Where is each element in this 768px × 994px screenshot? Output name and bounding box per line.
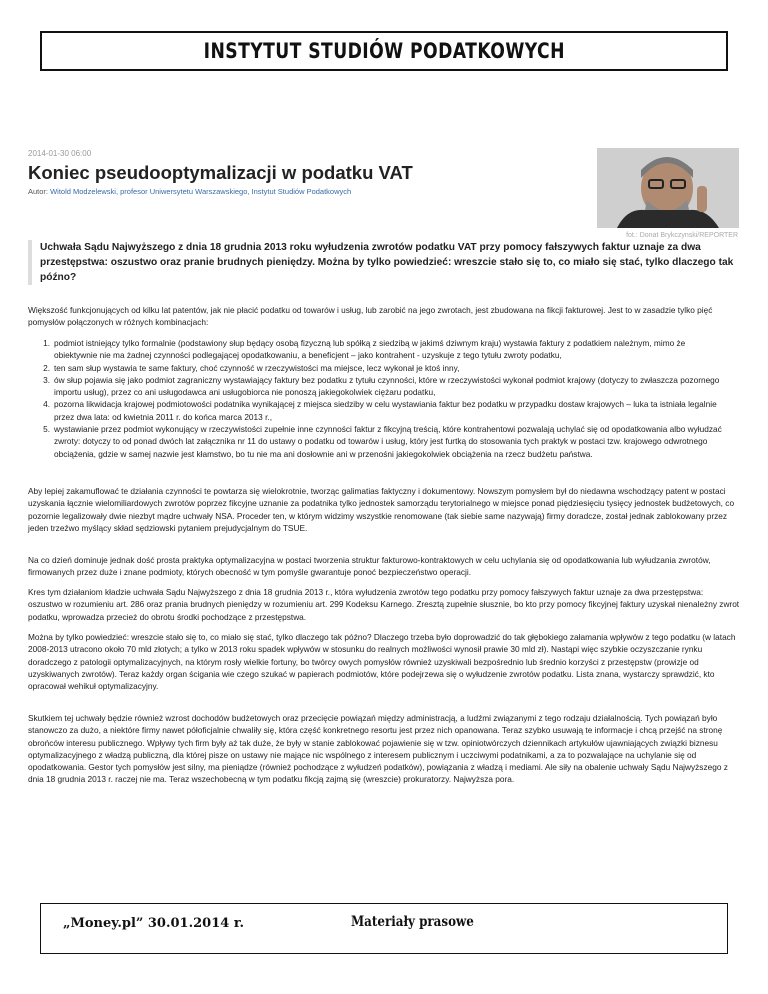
article-title: Koniec pseudooptymalizacji w podatku VAT bbox=[28, 162, 413, 183]
footer-source: „Money.pl” 30.01.2014 r. bbox=[63, 916, 245, 931]
list-item: 2. ten sam słup wystawia te same faktury, choć czynność w rzeczywistości ma miejsce, lecz wykonał je ktoś inny, bbox=[43, 362, 460, 373]
paragraph-2: Aby lepiej zakamuflować te działania czynności te powtarza się wielokrotnie, tworząc galimatias faktyczny i dokumentowy. Nowszym pomysłem był do niedawna wschodzący patent w postaci uzyskania łącznie wielomiliardowych zwrotów poprzez fikcyjne uznanie za podatnika tylko jednostek samorządu terytorialnego w miejsce ponad piędziesięciu tysięcy jednostek budżetowych, co pozornie legalizowały dwie niezbyt mądre uchwały NSA. Proceder ten, w którym widzimy wszystkie renomowane (tak siebie same nazywają) firmy doradcze, został jednak zablokowany przez jeden trzeźwo myślący skład sędziowski pytaniem prejudycjalnym do TSUE. bbox=[28, 486, 735, 533]
article-date: 2014-01-30 06:00 bbox=[28, 149, 92, 158]
list-item: 1. podmiot istniejący tylko formalnie (podstawiony słup będący osobą fizyczną lub spółką z siedzibą w jakimś dziwnym kraju) wystawia faktury z podatkiem należnym, mimo że obiektywnie nie ma żadnej czynności podlegającej opodatkowaniu, a beneficjent – jako kontrahent - uzyskuje z tego tytułu zwroty podatku, bbox=[43, 338, 686, 361]
list-item: 3. ów słup pojawia się jako podmiot zagraniczny wystawiający faktury bez podatku z tytułu czynności, które w rzeczywistości wykonał podmiot krajowy (dotyczy to zwłaszcza pozornego importu usług), przez co ani usługodawca ani usługobiorca nie ponoszą jakiegokolwiek ciężaru podatku, bbox=[43, 374, 720, 398]
author-photo-image bbox=[597, 148, 739, 228]
photo-credit: fot.: Donat Brykczynski/REPORTER bbox=[626, 232, 738, 239]
footer-box bbox=[40, 903, 728, 954]
article-author bbox=[28, 187, 351, 196]
paragraph-6: Skutkiem tej uchwały będzie również wzrost dochodów budżetowych oraz przecięcie powiązań między administracją, a ludźmi związanymi z tego rodzaju działalnością. Tych powiązań było stanowczo za dużo, a niektóre firmy nawet półoficjalnie chwaliły się, która część konkretnego resortu jest przez nich opanowana. Teraz szybko usuwają te informacje i chcą przejść na stronę obrońców interesu publicznego. Wpływy tych firm były aż tak duże, że były w stanie zablokować pojawienie się w tzw. opiniotwórczych dziennikach artykułów ujawniających związki biznesu optymalizacyjnego z władzą publiczną, dla której pisze on ustawy nie mające nic wspólnego z interesem publicznym i uczciwymi podatnikami, a za to pozwalające na uchylanie się od opodatkowania. Gestor tych pomysłów jest silny, ma pieniądze (również pochodzące z wyłudzeń podatków), powiązania z władzą i mediami. Ale siły na obalenie uchwały Sądu Najwyższego z dnia 18 grudnia 2013 r. raczej nie ma. Teraz wszechobecną w tym podatku fikcją zajmą się (wreszcie) prokuratorzy. Najwyższa pora. bbox=[28, 713, 728, 785]
paragraph-4: Kres tym działaniom kładzie uchwała Sądu Najwyższego z dnia 18 grudnia 2013 r., która wyłudzenia zwrotów tego podatku przy pomocy fałszywych faktur uznaje za dwa przestępstwa: oszustwo w rozumieniu art. 286 oraz prania brudnych pieniędzy w rozumieniu art. 299 Kodeksu Karnego. Zresztą zupełnie słusznie, bo kto przy pomocy fikcyjnej faktury uzyskał nienależny zwrot podatku, wprowadza przecież do obrotu środki pochodzące z przestępstwa. bbox=[28, 587, 740, 622]
author-link[interactable]: Witold Modzelewski, profesor Uniwersytetu Warszawskiego, Instytut Studiów Podatkowych bbox=[50, 187, 352, 196]
author-photo bbox=[597, 148, 739, 228]
list-item: 5. wystawianie przez podmiot wykonujący w rzeczywistości zupełnie inne czynności faktur z fikcyjną treścią, które kontrahentowi pozwalają uchylać się od opodatkowania albo wyłudzać zwroty: dotyczy to od ponad dwóch lat załącznika nr 11 do ustawy o podatku od towarów i usług, który jest furtką do stosowania tych praktyk w postaci tzw. krajowego odwrotnego obciążenia, gdzie w samej nazwie jest kłamstwo, bo tu nie ma ani dosłownie ani w przenośni jakiegokolwiek obciążenia na rzecz budżetu państwa. bbox=[43, 424, 722, 459]
article-lead: Uchwała Sądu Najwyższego z dnia 18 grudnia 2013 roku wyłudzenia zwrotów podatku VAT przy pomocy fałszywych faktur uznaje za dwa przestępstwa: oszustwo oraz pranie brudnych pieniędzy. Można by tylko powiedzieć: wreszcie stało się to, co miało się stać, tylko dlaczego tak późno? bbox=[28, 240, 740, 285]
institute-title: INSTYTUT STUDIÓW PODATKOWYCH bbox=[203, 39, 565, 63]
paragraph-3: Na co dzień dominuje jednak dość prosta praktyka optymalizacyjna w postaci tworzenia struktur fakturowo-kontraktowych w celu uchylania się od opodatkowania lub wyłudzania zwrotów, firmowanych przez duże i znane podmioty, których obecność w tym pomyśle gwarantuje ponoć bezpieczeństwo operacji. bbox=[28, 555, 711, 578]
list-item: 4. pozorna likwidacja krajowej podmiotowości podatnika wynikającej z miejsca siedziby w celu wystawiania faktur bez podatku w przypadku dostaw krajowych – luka ta istniała legalnie przez dwa lata: od kwietnia 2011 r. do końca marca 2013 r., bbox=[43, 399, 717, 422]
paragraph-5: Można by tylko powiedzieć: wreszcie stało się to, co miało się stać, tylko dlaczego tak późno? Dlaczego trzeba było doprowadzić do tak głębokiego załamania wpływów z tego podatku (w latach 2008-2013 utracono około 70 mld złotych; a tylko w 2013 roku spadek wpływów w stosunku do realnych możliwości wynosił prawie 30 mld zł). Nastąpi więc szybkie oczyszczanie rynku doradczego z patologii optymalizacyjnych, na którym rosły wielkie fortuny, bo twórcy owych pomysłów również uzyskiwali bezpośrednio lub średnio korzyści z przestępstw (prowizje od uzyskiwanych zwrotów). Teraz każdy organ ścigania wie czego szukać w papierach podmiotów, które podejrzewa się o wyłudzenie zwrotów podatku. Lista znana, wystarczy sprawdzić, kto opracował wehikuł optymalizacyjny. bbox=[28, 632, 736, 692]
author-prefix: Autor: bbox=[28, 187, 51, 196]
patent-list bbox=[28, 337, 740, 460]
intro-paragraph: Większość funkcjonujących od kilku lat patentów, jak nie płacić podatku od towarów i usług, lub zarobić na jego zwrotach, jest zbudowana na fikcji fakturowej. Jest to w zasadzie tylko pięć pomysłów połączonych w różnych kombinacjach: bbox=[28, 305, 713, 328]
footer-label: Materiały prasowe bbox=[351, 914, 474, 930]
institute-header bbox=[40, 31, 728, 71]
